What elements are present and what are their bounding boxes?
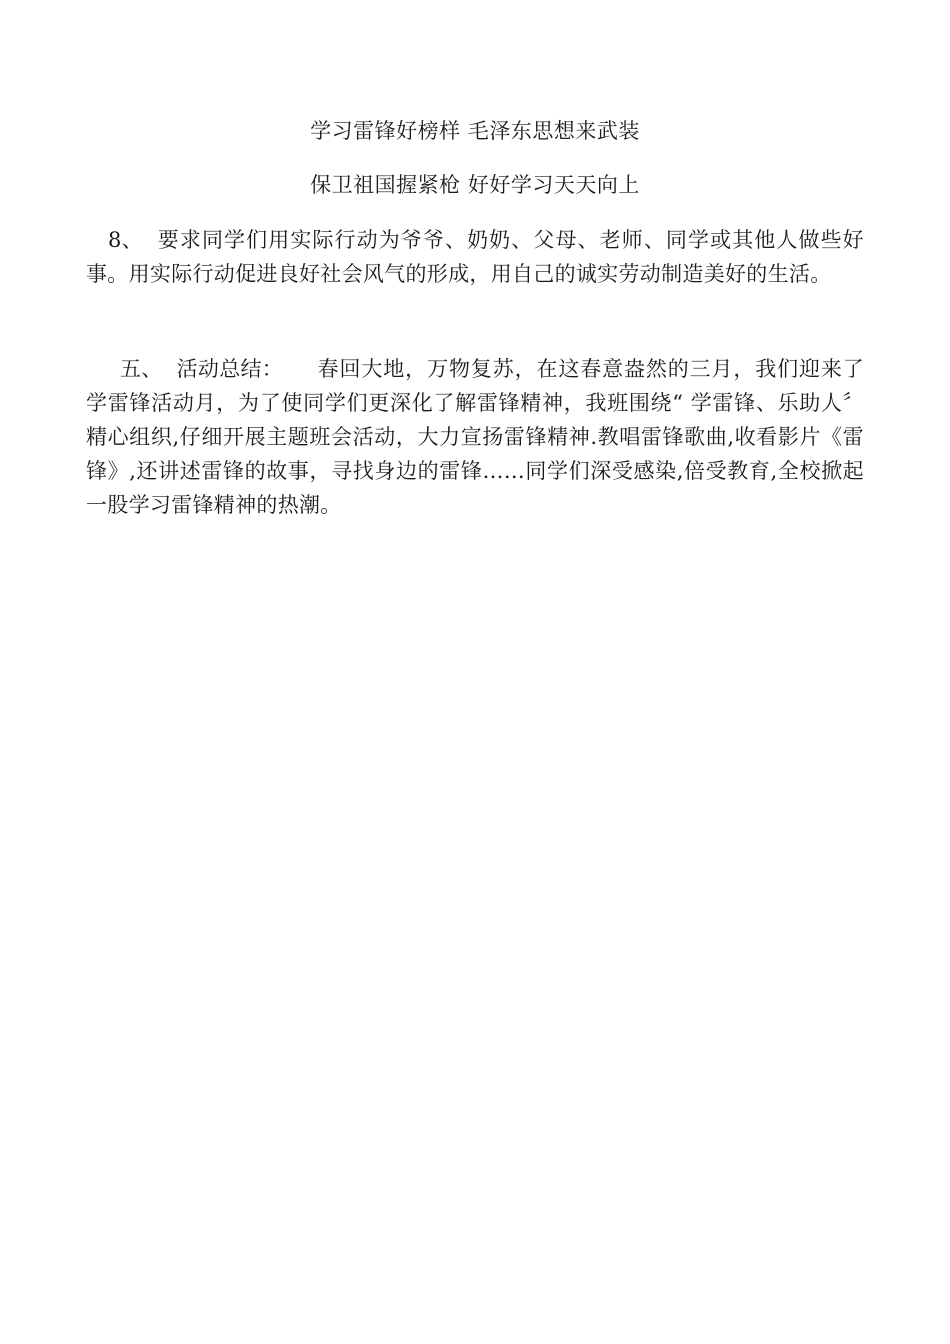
item-8-paragraph (86, 223, 864, 291)
song-verse-line-2: 保卫祖国握紧枪 好好学习天天向上 (310, 173, 640, 197)
item-8-number: 8、 (108, 228, 143, 252)
summary-paragraph (86, 352, 864, 522)
song-verse-line-1: 学习雷锋好榜样 毛泽东思想来武装 (310, 119, 640, 143)
summary-text: 春回大地，万物复苏，在这春意盎然的三月，我们迎来了学雷锋活动月，为了使同学们更深化了解雷锋精神，我班围绕“ 学雷锋、乐助人〞精心组织,仔细开展主题班会活动，大力宣扬雷锋精神.教唱雷锋歌曲,收看影片《雷锋》,还讲述雷锋的故事，寻找身边的雷锋……同学们深受感染,倍受教育,全校掀起一股学习雷锋精神的热潮。 (86, 357, 864, 517)
item-8-text: 要求同学们用实际行动为爷爷、奶奶、父母、老师、同学或其他人做些好事。用实际行动促进良好社会风气的形成，用自己的诚实劳动制造美好的生活。 (86, 228, 864, 286)
section-5-number: 五、 (120, 357, 163, 381)
summary-label: 活动总结： (176, 357, 284, 381)
